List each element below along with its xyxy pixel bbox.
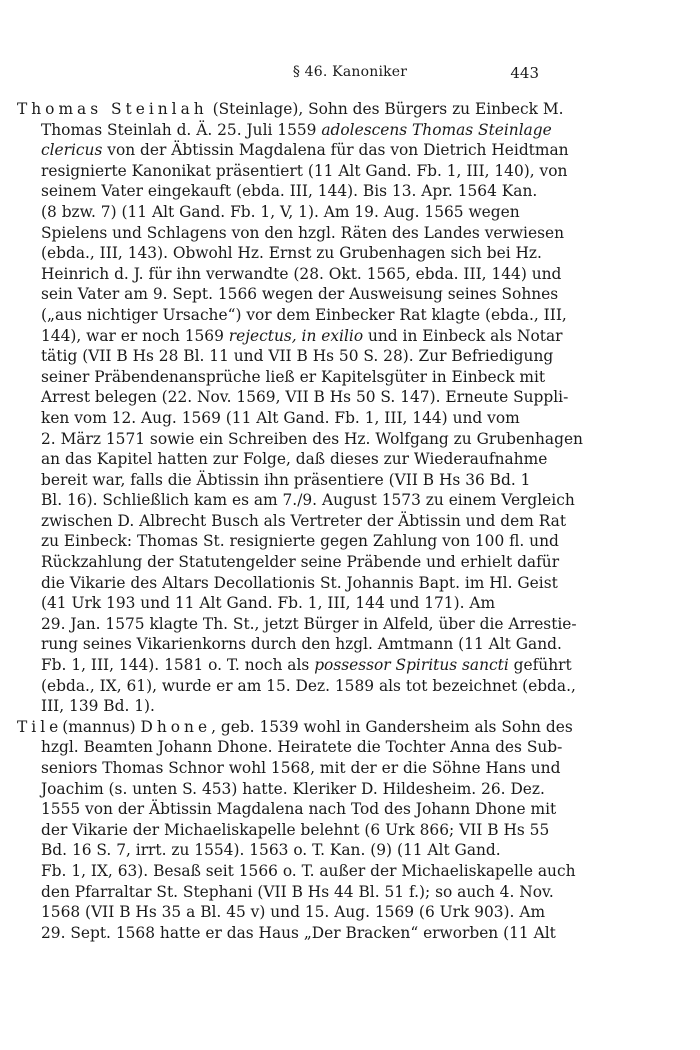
text-segment: seinem Vater eingekauft (ebda. III, 144). Bis 13. Apr. 1564 Kan.	[41, 182, 538, 201]
text-line	[17, 387, 569, 408]
text-line	[17, 737, 563, 758]
text-segment: Heinrich d. J. für ihn verwandte (28. Okt. 1565, ebda. III, 144) und	[41, 264, 562, 283]
text-segment: sein Vater am 9. Sept. 1566 wegen der Ausweisung seines Sohnes	[41, 285, 559, 304]
text-segment: der Vikarie der Michaeliskapelle belehnt (6 Urk 866; VII B Hs 55	[41, 820, 550, 839]
text-line	[17, 655, 572, 676]
text-line	[17, 470, 540, 491]
text-line	[17, 326, 563, 347]
text-segment: Fb. 1, III, 144). 1581 o. T. noch als	[41, 656, 315, 675]
text-segment: und in Einbeck als Notar	[363, 326, 563, 345]
text-line	[17, 820, 550, 841]
text-segment: 1555 von der Äbtissin Magdalena nach Tod des Johann Dhone mit	[41, 800, 557, 819]
text-segment: seiner Präbendenansprüche ließ er Kapitelsgüter in Einbeck mit	[41, 367, 546, 386]
text-line	[17, 923, 556, 944]
text-segment: (41 Urk 193 und 11 Alt Gand. Fb. 1, III, 144 und 171). Am	[41, 594, 496, 613]
text-line	[17, 779, 545, 800]
text-line	[17, 573, 558, 594]
text-segment: 2. März 1571 sowie ein Schreiben des Hz. Wolfgang zu Grubenhagen	[41, 429, 583, 448]
italic-phrase: clericus	[41, 141, 103, 160]
text-segment: geführt	[508, 656, 572, 675]
text-line	[17, 429, 583, 450]
text-line	[17, 181, 540, 202]
text-segment: resignierte Kanonikat präsentiert (11 Alt Gand. Fb. 1, III, 140), von	[41, 161, 568, 180]
text-line	[17, 882, 554, 903]
text-line	[17, 490, 575, 511]
text-segment: hzgl. Beamten Johann Dhone. Heiratete die Tochter Anna des Sub-	[41, 738, 563, 757]
text-line	[17, 799, 557, 820]
text-line	[17, 367, 546, 388]
text-segment: die Vikarie des Altars Decollationis St. Johannis Bapt. im Hl. Geist	[41, 573, 558, 592]
text-segment: tätig (VII B Hs 28 Bl. 11 und VII B Hs 50 S. 28). Zur Befriedigung	[41, 347, 554, 366]
biography-entry	[17, 717, 576, 944]
text-line	[17, 902, 546, 923]
text-line	[17, 346, 554, 367]
text-segment: Joachim (s. unten S. 453) hatte. Kleriker D. Hildesheim. 26. Dez.	[41, 779, 545, 798]
page-number: 443	[510, 64, 539, 82]
text-line	[17, 284, 559, 305]
italic-phrase: rejectus, in exilio	[228, 326, 364, 345]
text-segment: (mannus)	[62, 717, 141, 736]
text-line	[17, 676, 576, 697]
italic-phrase: adolescens Thomas Steinlage	[321, 120, 552, 139]
text-line	[17, 634, 562, 655]
text-segment: zwischen D. Albrecht Busch als Vertreter der Äbtissin und dem Rat	[41, 511, 567, 530]
text-segment: (8 bzw. 7) (11 Alt Gand. Fb. 1, V, 1). Am 19. Aug. 1565 wegen	[41, 202, 520, 221]
spaced-name: Tile	[17, 717, 63, 736]
text-segment: seniors Thomas Schnor wohl 1568, mit der er die Söhne Hans und	[41, 759, 561, 777]
text-segment: (ebda., IX, 61), wurde er am 15. Dez. 1589 als tot bezeichnet (ebda.,	[41, 676, 576, 695]
text-line	[17, 449, 548, 470]
text-segment: rung seines Vikarienkorns durch den hzgl. Amtmann (11 Alt Gand.	[41, 635, 562, 654]
text-line	[17, 696, 540, 717]
text-line	[17, 243, 540, 264]
text-segment: (ebda., III, 143). Obwohl Hz. Ernst zu Grubenhagen sich bei Hz.	[41, 244, 542, 263]
text-segment: 1568 (VII B Hs 35 a Bl. 45 v) und 15. Aug. 1569 (6 Urk 903). Am	[41, 903, 546, 922]
text-segment: 29. Jan. 1575 klagte Th. St., jetzt Bürger in Alfeld, über die Arrestie-	[41, 614, 577, 633]
text-line	[17, 99, 564, 120]
running-head	[0, 64, 700, 84]
text-segment: den Pfarraltar St. Stephani (VII B Hs 44 Bl. 51 f.); so auch 4. Nov.	[41, 882, 554, 901]
text-segment: Arrest belegen (22. Nov. 1569, VII B Hs 50 S. 147). Erneute Suppli-	[41, 388, 569, 407]
text-line	[17, 614, 577, 635]
text-segment: („aus nichtiger Ursache“) vor dem Einbecker Rat klagte (ebda., III,	[41, 305, 567, 324]
text-line	[17, 758, 561, 779]
text-segment: (Steinlage), Sohn des Bürgers zu Einbeck M.	[207, 100, 564, 118]
text-segment: zu Einbeck: Thomas St. resignierte gegen Zahlung von 100 fl. und	[41, 532, 559, 551]
italic-phrase: possessor Spiritus sancti	[314, 656, 509, 675]
text-segment: , geb. 1539 wohl in Gandersheim als Sohn des	[211, 717, 573, 736]
text-line	[17, 264, 562, 285]
text-segment: III, 139 Bd. 1).	[41, 697, 155, 716]
text-line	[17, 140, 569, 161]
text-segment: Rückzahlung der Statutengelder seine Präbende und erhielt dafür	[41, 553, 560, 572]
text-segment: 144), war er noch 1569	[41, 326, 229, 345]
text-line	[17, 861, 576, 882]
spaced-name: Thomas Steinlah	[17, 100, 208, 118]
text-segment: von der Äbtissin Magdalena für das von Dietrich Heidtman	[102, 141, 569, 160]
text-line	[17, 120, 552, 141]
text-line	[17, 593, 540, 614]
text-segment: ken vom 12. Aug. 1569 (11 Alt Gand. Fb. 1, III, 144) und vom	[41, 408, 520, 427]
text-segment: Bl. 16). Schließlich kam es am 7./9. August 1573 zu einem Vergleich	[41, 491, 575, 510]
text-line	[17, 408, 540, 429]
text-segment: 29. Sept. 1568 hatte er das Haus „Der Bracken“ erworben (11 Alt	[41, 923, 556, 942]
text-line	[17, 840, 540, 861]
text-line	[17, 552, 560, 573]
text-line	[17, 531, 559, 552]
text-segment: Spielens und Schlagens von den hzgl. Räten des Landes verwiesen	[41, 223, 564, 242]
text-segment: an das Kapitel hatten zur Folge, daß dieses zur Wiederaufnahme	[41, 450, 548, 469]
text-line	[17, 223, 564, 244]
text-line	[17, 202, 540, 223]
body-text	[17, 99, 583, 943]
text-segment: Thomas Steinlah d. Ä. 25. Juli 1559	[41, 120, 322, 139]
biography-entry	[17, 99, 583, 717]
text-segment: Fb. 1, IX, 63). Besaß seit 1566 o. T. außer der Michaeliskapelle auch	[41, 861, 576, 880]
text-line	[17, 511, 567, 532]
text-segment: Bd. 16 S. 7, irrt. zu 1554). 1563 o. T. Kan. (9) (11 Alt Gand.	[41, 841, 501, 860]
text-segment: bereit war, falls die Äbtissin ihn präsentiere (VII B Hs 36 Bd. 1	[41, 470, 531, 489]
spaced-name: Dhone	[140, 717, 212, 736]
text-line	[17, 305, 567, 326]
text-line	[17, 161, 568, 182]
text-line	[17, 717, 573, 738]
section-title: § 46. Kanoniker	[292, 64, 408, 80]
